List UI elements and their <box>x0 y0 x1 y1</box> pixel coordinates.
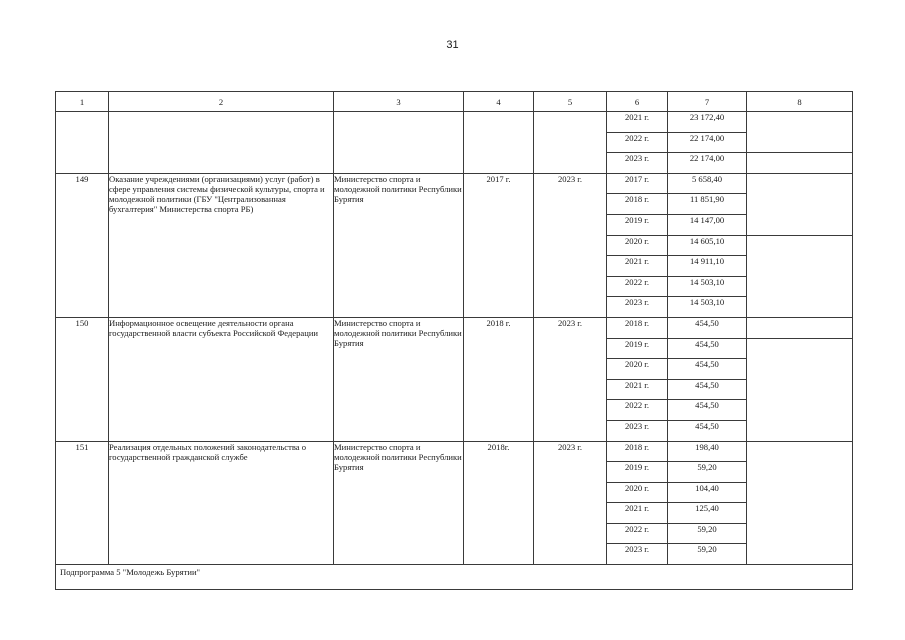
note-cell <box>747 112 853 153</box>
funding-year: 2023 г. <box>607 544 668 565</box>
funding-amount: 23 172,40 <box>668 112 747 133</box>
funding-year: 2023 г. <box>607 297 668 318</box>
funding-amount: 14 605,10 <box>668 235 747 256</box>
end-year-cell: 2023 г. <box>534 317 607 441</box>
funding-amount: 454,50 <box>668 400 747 421</box>
funding-amount: 5 658,40 <box>668 173 747 194</box>
table-row <box>56 317 853 338</box>
funding-amount: 454,50 <box>668 379 747 400</box>
column-header: 3 <box>334 92 464 112</box>
funding-amount: 59,20 <box>668 523 747 544</box>
funding-amount: 14 503,10 <box>668 297 747 318</box>
funding-year: 2023 г. <box>607 153 668 174</box>
funding-year: 2022 г. <box>607 132 668 153</box>
funding-amount: 59,20 <box>668 462 747 483</box>
funding-year: 2021 г. <box>607 503 668 524</box>
funding-year: 2021 г. <box>607 256 668 277</box>
end-year-cell <box>534 112 607 174</box>
measure-name-cell: Оказание учреждениями (организациями) услуг (работ) в сфере управления системы физической культуры, спорта и молодежной политики (ГБУ "Централизованная бухгалтерия" Министерства спорта РБ) <box>109 173 334 317</box>
note-cell <box>747 153 853 174</box>
funding-year: 2020 г. <box>607 482 668 503</box>
table-row <box>56 173 853 194</box>
note-cell <box>747 441 853 565</box>
funding-amount: 59,20 <box>668 544 747 565</box>
executor-cell: Министерство спорта и молодежной политики Республики Бурятия <box>334 317 464 441</box>
column-header: 2 <box>109 92 334 112</box>
table-row <box>56 112 853 133</box>
page-number: 31 <box>446 39 459 51</box>
funding-year: 2018 г. <box>607 441 668 462</box>
measure-name-cell: Информационное освещение деятельности органа государственной власти субъекта Российской Федерации <box>109 317 334 441</box>
funding-amount: 14 147,00 <box>668 214 747 235</box>
column-header: 4 <box>464 92 534 112</box>
note-cell <box>747 173 853 235</box>
column-header: 6 <box>607 92 668 112</box>
funding-year: 2018 г. <box>607 317 668 338</box>
funding-year: 2022 г. <box>607 523 668 544</box>
funding-year: 2019 г. <box>607 462 668 483</box>
row-number-cell <box>56 112 109 174</box>
end-year-cell: 2023 г. <box>534 441 607 565</box>
header-row <box>56 92 853 112</box>
executor-cell <box>334 112 464 174</box>
note-cell <box>747 317 853 338</box>
end-year-cell: 2023 г. <box>534 173 607 317</box>
start-year-cell: 2018 г. <box>464 317 534 441</box>
funding-year: 2020 г. <box>607 235 668 256</box>
funding-year: 2019 г. <box>607 214 668 235</box>
subprogram-title: Подпрограмма 5 "Молодежь Бурятии" <box>56 565 853 590</box>
column-header: 8 <box>747 92 853 112</box>
start-year-cell: 2018г. <box>464 441 534 565</box>
funding-amount: 198,40 <box>668 441 747 462</box>
funding-year: 2019 г. <box>607 338 668 359</box>
start-year-cell <box>464 112 534 174</box>
funding-amount: 22 174,00 <box>668 132 747 153</box>
subprogram-row <box>56 565 853 590</box>
measure-name-cell <box>109 112 334 174</box>
table-row <box>56 441 853 462</box>
funding-amount: 454,50 <box>668 359 747 380</box>
funding-amount: 14 911,10 <box>668 256 747 277</box>
funding-year: 2017 г. <box>607 173 668 194</box>
note-cell <box>747 235 853 317</box>
funding-amount: 22 174,00 <box>668 153 747 174</box>
funding-year: 2022 г. <box>607 276 668 297</box>
funding-amount: 11 851,90 <box>668 194 747 215</box>
funding-amount: 14 503,10 <box>668 276 747 297</box>
funding-year: 2023 г. <box>607 420 668 441</box>
row-number-cell: 151 <box>56 441 109 565</box>
note-cell <box>747 338 853 441</box>
executor-cell: Министерство спорта и молодежной политики Республики Бурятия <box>334 441 464 565</box>
row-number-cell: 149 <box>56 173 109 317</box>
funding-year: 2021 г. <box>607 112 668 133</box>
table-body <box>56 92 853 590</box>
row-number-cell: 150 <box>56 317 109 441</box>
column-header: 7 <box>668 92 747 112</box>
funding-amount: 125,40 <box>668 503 747 524</box>
funding-year: 2021 г. <box>607 379 668 400</box>
column-header: 1 <box>56 92 109 112</box>
executor-cell: Министерство спорта и молодежной политики Республики Бурятия <box>334 173 464 317</box>
funding-amount: 104,40 <box>668 482 747 503</box>
start-year-cell: 2017 г. <box>464 173 534 317</box>
funding-year: 2022 г. <box>607 400 668 421</box>
funding-amount: 454,50 <box>668 420 747 441</box>
column-header: 5 <box>534 92 607 112</box>
funding-amount: 454,50 <box>668 338 747 359</box>
measure-name-cell: Реализация отдельных положений законодательства о государственной гражданской службе <box>109 441 334 565</box>
funding-year: 2020 г. <box>607 359 668 380</box>
funding-amount: 454,50 <box>668 317 747 338</box>
funding-year: 2018 г. <box>607 194 668 215</box>
program-table <box>55 91 853 590</box>
